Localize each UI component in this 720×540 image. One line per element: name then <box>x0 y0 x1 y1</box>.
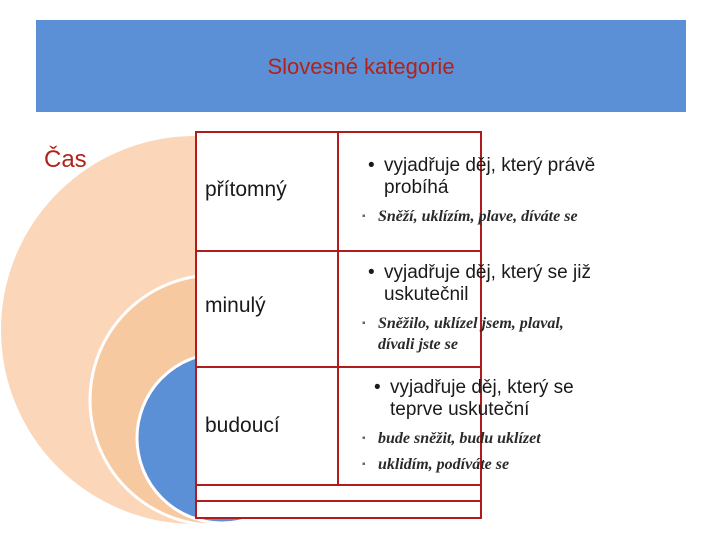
description-line: teprve uskuteční <box>390 399 530 420</box>
description-line: vyjadřuje děj, který právě <box>384 155 596 176</box>
description-line: uskutečnil <box>384 284 469 305</box>
example-present <box>362 206 662 227</box>
tense-label-future: budoucí <box>205 414 280 437</box>
example-past <box>362 313 662 355</box>
category-label: Čas <box>44 146 87 173</box>
example-future <box>362 428 662 475</box>
example-line: Sněžilo, uklízel jsem, plaval, <box>378 315 564 332</box>
description-line: vyjadřuje děj, který se již <box>384 262 591 283</box>
table-column-divider <box>337 133 339 486</box>
description-line: vyjadřuje děj, který se <box>390 377 574 398</box>
description-past <box>368 262 668 306</box>
table-row-divider <box>197 500 480 502</box>
table-row-divider <box>197 484 480 486</box>
example-line: uklidím, podíváte se <box>378 456 510 473</box>
bullet-square-icon: ▪ <box>362 211 366 222</box>
tense-label-present: přítomný <box>205 178 287 201</box>
description-present <box>368 155 668 199</box>
bullet-dot-icon: • <box>368 155 375 176</box>
bullet-square-icon: ▪ <box>362 433 366 444</box>
bullet-square-icon: ▪ <box>362 318 366 329</box>
tense-label-past: minulý <box>205 294 266 317</box>
example-line: bude sněžit, budu uklízet <box>378 430 541 447</box>
table-row-divider <box>197 366 480 368</box>
bullet-dot-icon: • <box>374 377 381 398</box>
description-future <box>374 377 674 421</box>
example-line: dívali jste se <box>378 336 458 353</box>
description-line: probíhá <box>384 177 449 198</box>
bullet-square-icon: ▪ <box>362 459 366 470</box>
slide-title: Slovesné kategorie <box>267 54 455 79</box>
table-row-divider <box>197 250 480 252</box>
example-line: Sněží, uklízím, plave, díváte se <box>378 208 578 225</box>
bullet-dot-icon: • <box>368 262 375 283</box>
